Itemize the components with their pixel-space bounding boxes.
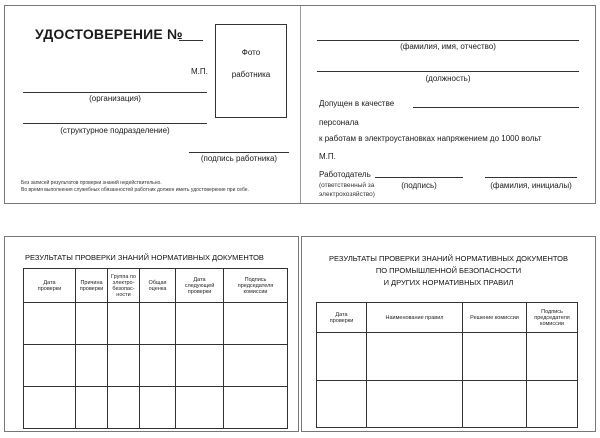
organization-caption: (организация) (89, 94, 141, 103)
col-rules-name: Наименование правил (367, 303, 463, 333)
safety-check-title: РЕЗУЛЬТАТЫ ПРОВЕРКИ ЗНАНИЙ НОРМАТИВНЫХ ДОКУМЕНТОВ (329, 254, 568, 263)
table-row (24, 345, 288, 387)
knowledge-check-page-left (4, 236, 299, 432)
validity-note: Без записей результатов проверки знаний недействительно. (21, 180, 162, 186)
organization-line (23, 92, 207, 93)
employer-label: Работодатель (319, 170, 371, 179)
department-caption: (структурное подразделение) (60, 126, 170, 135)
employer-signature-line (375, 177, 463, 178)
col-overall-grade: Общая оценка (140, 269, 176, 303)
certificate-title: УДОСТОВЕРЕНИЕ № (35, 26, 183, 42)
employer-signature-caption: (подпись) (401, 181, 437, 190)
knowledge-check-title: РЕЗУЛЬТАТЫ ПРОВЕРКИ ЗНАНИЙ НОРМАТИВНЫХ ДОКУМЕНТОВ (25, 253, 264, 262)
worker-signature-line (189, 152, 289, 153)
department-line (23, 123, 207, 124)
personnel-label: персонала (319, 118, 359, 127)
col-commission-decision: Решение комиссии (463, 303, 527, 333)
certificate-number-line (179, 40, 203, 41)
table-header (24, 269, 288, 303)
knowledge-check-table (23, 268, 288, 429)
employer-caption-2: электрохозяйство) (319, 191, 375, 198)
position-caption: (должность) (425, 74, 471, 83)
employer-name-caption: (фамилия, инициалы) (490, 181, 572, 190)
col-safety-group: Группа по электро- безопас- ности (108, 269, 140, 303)
table-row (24, 303, 288, 345)
col-chairman-signature: Подпись председателя комиссии (527, 303, 578, 333)
col-check-date: Дата проверки (317, 303, 367, 333)
employer-name-line (485, 177, 577, 178)
safety-check-title-2: ПО ПРОМЫШЛЕННОЙ БЕЗОПАСНОСТИ (375, 266, 522, 275)
worker-signature-caption: (подпись работника) (200, 154, 278, 163)
photo-label-2: работника (231, 70, 271, 79)
table-row (317, 333, 578, 381)
photo-label: Фото (241, 48, 261, 57)
safety-check-title-3: И ДРУГИХ НОРМАТИВНЫХ ПРАВИЛ (383, 278, 514, 287)
safety-check-table (316, 302, 578, 428)
table-header (317, 303, 578, 333)
table-row (317, 380, 578, 428)
safety-check-page-right (301, 236, 596, 432)
fullname-caption: (фамилия, имя, отчество) (400, 42, 496, 51)
fullname-line (317, 40, 579, 41)
admitted-line (413, 107, 579, 108)
col-check-reason: Причина проверки (76, 269, 108, 303)
stamp-place-left: М.П. (191, 67, 208, 76)
certificate-front-spread (4, 5, 596, 204)
position-line (317, 71, 579, 72)
fold-line (300, 6, 301, 203)
employer-caption: (ответственный за (319, 182, 375, 189)
voltage-label: к работам в электроустановках напряжением до 1000 вольт (319, 134, 542, 143)
stamp-place-right: М.П. (319, 152, 336, 161)
col-chairman-signature: Подпись председателя комиссии (224, 269, 288, 303)
col-next-check-date: Дата следующей проверки (176, 269, 224, 303)
admitted-label: Допущен в качестве (319, 99, 395, 108)
carry-note: Во время выполнения служебных обязанностей работник должен иметь удостоверение при себе. (21, 187, 249, 193)
col-check-date: Дата проверки (24, 269, 76, 303)
table-row (24, 387, 288, 429)
